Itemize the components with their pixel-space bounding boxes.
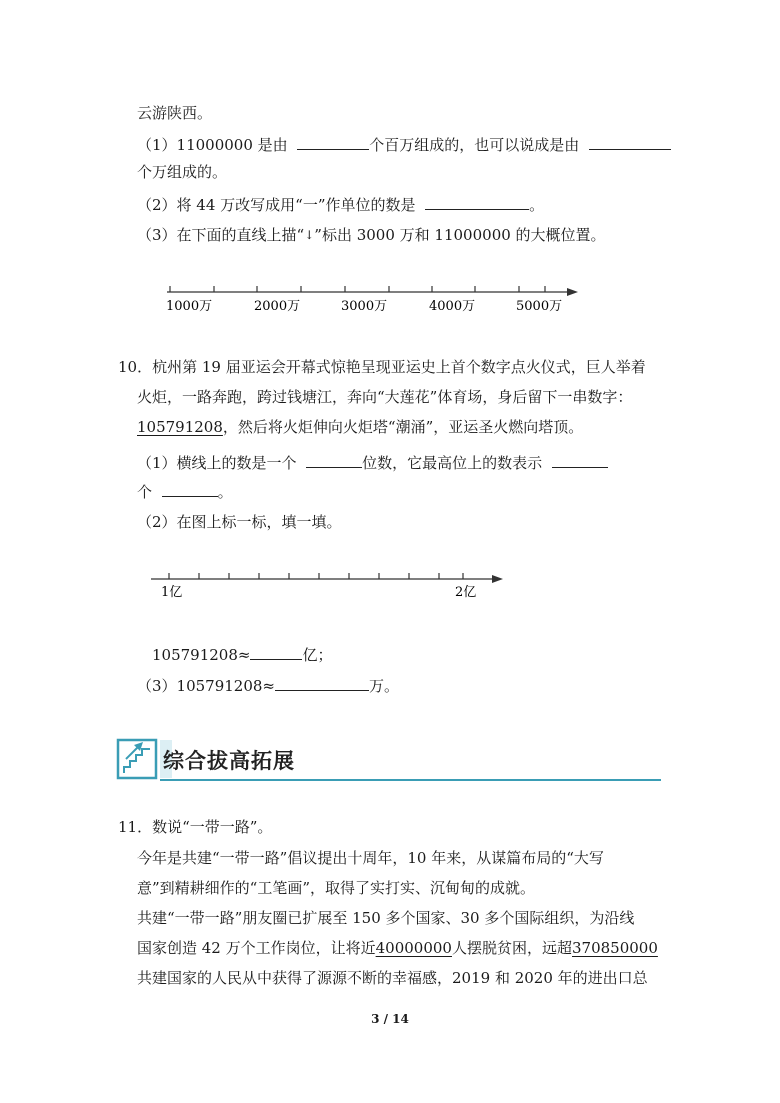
q11-line5-text-a: 国家创造 42 万个工作岗位，让将近 <box>137 939 376 957</box>
q11-line4: 共建“一带一路”朋友圈已扩展至 150 多个国家、30 多个国际组织，为沿线 <box>137 909 635 927</box>
numberline1-label: 5000万 <box>516 299 563 314</box>
q10-part1-text-b: 位数，它最高位上的数表示 <box>362 454 543 472</box>
q9-part1-blank1[interactable] <box>297 133 369 150</box>
page-number: 3 / 14 <box>371 1012 409 1026</box>
q10-part1-text-c: 个 <box>137 483 153 501</box>
q10-part2: （2）在图上标一标，填一填。 <box>137 513 342 531</box>
q11-number-poverty: 40000000 <box>375 939 452 957</box>
q10-part1-blank3[interactable] <box>162 480 218 497</box>
numberline1-label: 1000万 <box>166 299 213 314</box>
q10-number-line[interactable] <box>145 565 510 601</box>
q10-number: 105791208 <box>137 418 223 436</box>
q11-line5-text-b: 人摆脱贫困，远超 <box>451 939 572 957</box>
q10-part3-text-b: 万。 <box>369 677 400 695</box>
q10-approx-yi-text-a: 105791208≈ <box>152 646 251 664</box>
q9-part1-blank2[interactable] <box>589 133 671 150</box>
q10-part3 <box>137 674 399 696</box>
q10-part1-blank1[interactable] <box>306 451 362 468</box>
q9-part2 <box>137 193 544 215</box>
q9-part2-text-b: 。 <box>529 196 545 214</box>
q10-approx-yi-blank[interactable] <box>250 643 302 660</box>
q9-part2-blank[interactable] <box>425 193 529 210</box>
q11-line5 <box>137 938 658 958</box>
q11-line3: 意”到精耕细作的“工笔画”，取得了实打实、沉甸甸的成就。 <box>137 879 536 897</box>
q9-part1-cont: 个万组成的。 <box>137 163 228 181</box>
numberline1-label: 4000万 <box>429 299 476 314</box>
q10-part1-cont <box>137 480 233 502</box>
q10-approx-yi-text-b: 亿； <box>302 646 333 664</box>
numberline1-label: 3000万 <box>341 299 388 314</box>
q10-part1-text-a: （1）横线上的数是一个 <box>137 454 297 472</box>
q10-line3-rest: ，然后将火炬伸向火炬塔“潮涌”，亚运圣火燃向塔顶。 <box>222 418 584 436</box>
q9-part1-text-b: 个百万组成的，也可以说成是由 <box>369 136 580 154</box>
q11-line6: 共建国家的人民从中获得了源源不断的幸福感，2019 和 2020 年的进出口总 <box>137 969 648 987</box>
q9-part1 <box>137 133 671 155</box>
q9-part1-text-a: （1）11000000 是由 <box>137 136 288 154</box>
q10-part1-blank2[interactable] <box>552 451 608 468</box>
arrow-marker-icon: ↓ <box>304 228 315 242</box>
q10-part1-text-d: 。 <box>217 483 233 501</box>
q10-line3 <box>137 417 583 437</box>
q10-line1: 10．杭州第 19 届亚运会开幕式惊艳呈现亚运史上首个数字点火仪式，巨人举着 <box>118 358 646 376</box>
q11-line2: 今年是共建“一带一路”倡议提出十周年，10 年来，从谋篇布局的“大写 <box>137 849 604 867</box>
q10-part1 <box>137 451 608 473</box>
q9-number-line[interactable] <box>160 278 580 318</box>
q11-line1: 11．数说“一带一路”。 <box>118 818 273 836</box>
section-title: 综合拔高拓展 <box>163 749 295 773</box>
numberline2-label: 2亿 <box>455 585 477 600</box>
q10-line2: 火炬，一路奔跑，跨过钱塘江，奔向“大莲花”体育场，身后留下一串数字： <box>137 388 633 406</box>
q10-approx-yi <box>152 643 332 665</box>
q9-part2-text-a: （2）将 44 万改写成用“一”作单位的数是 <box>137 196 416 214</box>
q10-part3-blank[interactable] <box>275 674 369 691</box>
q9-intro-tail: 云游陕西。 <box>137 104 213 122</box>
q9-part3-text-b: ”标出 3000 万和 11000000 的大概位置。 <box>314 226 606 244</box>
numberline2-label: 1亿 <box>161 585 183 600</box>
q11-number-population: 370850000 <box>572 939 658 957</box>
numberline1-label: 2000万 <box>254 299 301 314</box>
q10-part3-text-a: （3）105791208≈ <box>137 677 276 695</box>
q9-part3 <box>137 225 606 245</box>
q9-part3-text-a: （3）在下面的直线上描“ <box>137 226 305 244</box>
